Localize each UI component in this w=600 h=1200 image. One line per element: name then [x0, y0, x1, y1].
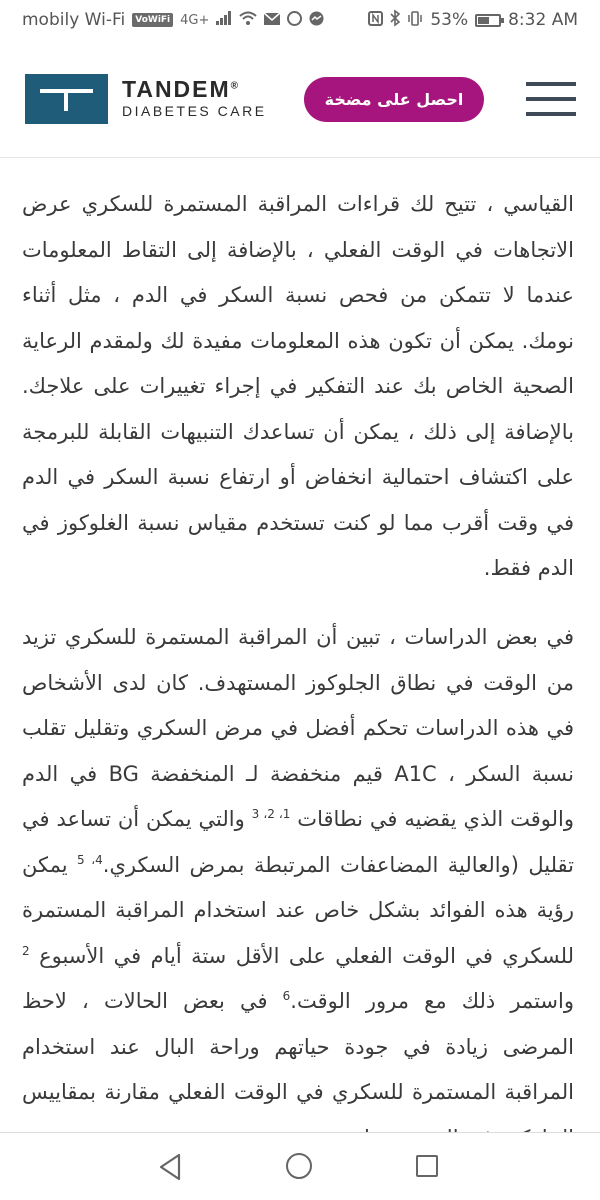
vowifi-badge: VoWiFi	[132, 13, 173, 27]
battery-percent: 53%	[430, 10, 469, 30]
reference-link[interactable]: 2	[22, 943, 30, 958]
vibrate-icon	[407, 11, 423, 30]
android-nav-bar	[0, 1132, 600, 1200]
hamburger-menu-icon[interactable]	[526, 82, 576, 118]
messenger-icon	[309, 11, 324, 30]
brand-name	[122, 76, 238, 103]
status-bar	[0, 0, 600, 40]
mail-icon	[264, 11, 280, 29]
article-paragraph-2	[22, 615, 574, 1161]
nfc-icon	[368, 11, 383, 30]
article-paragraph-1: القياسي ، تتيح لك قراءات المراقبة المستمرة للسكري عرض الاتجاهات في الوقت الفعلي ، بالإضافة إلى التقاط المعلومات عندما لا تتمكن من فحص نسبة السكر في الدم ، مثل أثناء نومك. يمكن أن تكون هذه المعلومات مفيدة لك ولمقدم الرعاية الصحية الخاص بك عند التفكير في إجراء تغييرات على علاجك. بالإضافة إلى ذلك ، يمكن أن تساعدك التنبيهات القابلة للبرمجة على اكتشاف احتمالية انخفاض أو ارتفاع نسبة السكر في الدم في وقت أقرب مما لو كنت تستخدم مقياس نسبة الغلوكوز في الدم فقط.	[22, 192, 574, 580]
paragraph-2-text: المضاعفات المرتبطة بمرض السكري.	[102, 852, 439, 877]
reference-link[interactable]: 4، 5	[77, 852, 103, 867]
network-type: 4G+	[180, 12, 210, 28]
reference-link[interactable]: 1، 2، 3	[251, 807, 291, 821]
carrier-label: mobily Wi-Fi	[22, 10, 126, 30]
article-body	[0, 158, 600, 1132]
brand-subtitle: DIABETES CARE	[122, 103, 267, 119]
paragraph-2-text: يمكن رؤية هذه الفوائد بشكل خاص عند استخدام المراقبة المستمرة للسكري في الوقت الفعلي على الأقل ستة أيام في الأسبوع	[22, 852, 574, 968]
reference-link[interactable]: 6	[282, 989, 291, 1003]
paragraph-2-text: وتقليل تقلب نسبة السكر ،	[22, 716, 574, 786]
paragraph-2-text: واستمر ذلك مع مرور الوقت.	[290, 989, 574, 1013]
get-pump-button[interactable]: احصل على مضخة	[304, 77, 484, 122]
bg-term: BG	[108, 761, 139, 786]
recents-icon[interactable]	[416, 1155, 438, 1177]
signal-icon	[216, 11, 232, 29]
site-header	[0, 40, 600, 158]
home-icon[interactable]	[286, 1153, 312, 1179]
paragraph-2-text: في بعض الحالات ، لاحظ المرضى زيادة في جودة حياتهم وراحة البال عند استخدام المراقبة المستمرة للسكري في الوقت الفعلي مقارنة بمقاييس	[22, 989, 574, 1104]
wifi-icon	[239, 11, 257, 29]
paragraph-2-text: قيم منخفضة لـ	[234, 761, 395, 786]
logo-t-stem	[64, 89, 68, 111]
brand-registered-mark: ®	[230, 80, 239, 92]
paragraph-2-text: في الدم والوقت الذي يقضيه في نطاقات	[22, 761, 574, 831]
battery-fill	[478, 17, 489, 24]
status-right	[368, 10, 578, 30]
tandem-logo[interactable]	[25, 74, 108, 124]
back-icon[interactable]	[155, 1151, 187, 1183]
brand-name-text: TANDEM	[122, 76, 231, 102]
paragraph-2-text: المنخفضة	[138, 761, 235, 786]
clock: 8:32 AM	[508, 10, 578, 30]
a1c-term: A1C	[394, 761, 437, 786]
bluetooth-icon	[390, 10, 400, 30]
status-left	[22, 10, 324, 30]
whatsapp-icon	[287, 11, 302, 30]
paragraph-2-text: في بعض الدراسات ، تبين أن المراقبة المستمرة للسكري تزيد من الوقت في نطاق الجلوكوز المستهدف. كان لدى الأشخاص في هذه الدراسات تحكم أفضل في مرض السكري	[22, 625, 574, 740]
paragraph-2-text: والتي يمكن أن تساعد في تقليل (والعالية	[22, 807, 575, 877]
battery-icon	[475, 14, 501, 27]
